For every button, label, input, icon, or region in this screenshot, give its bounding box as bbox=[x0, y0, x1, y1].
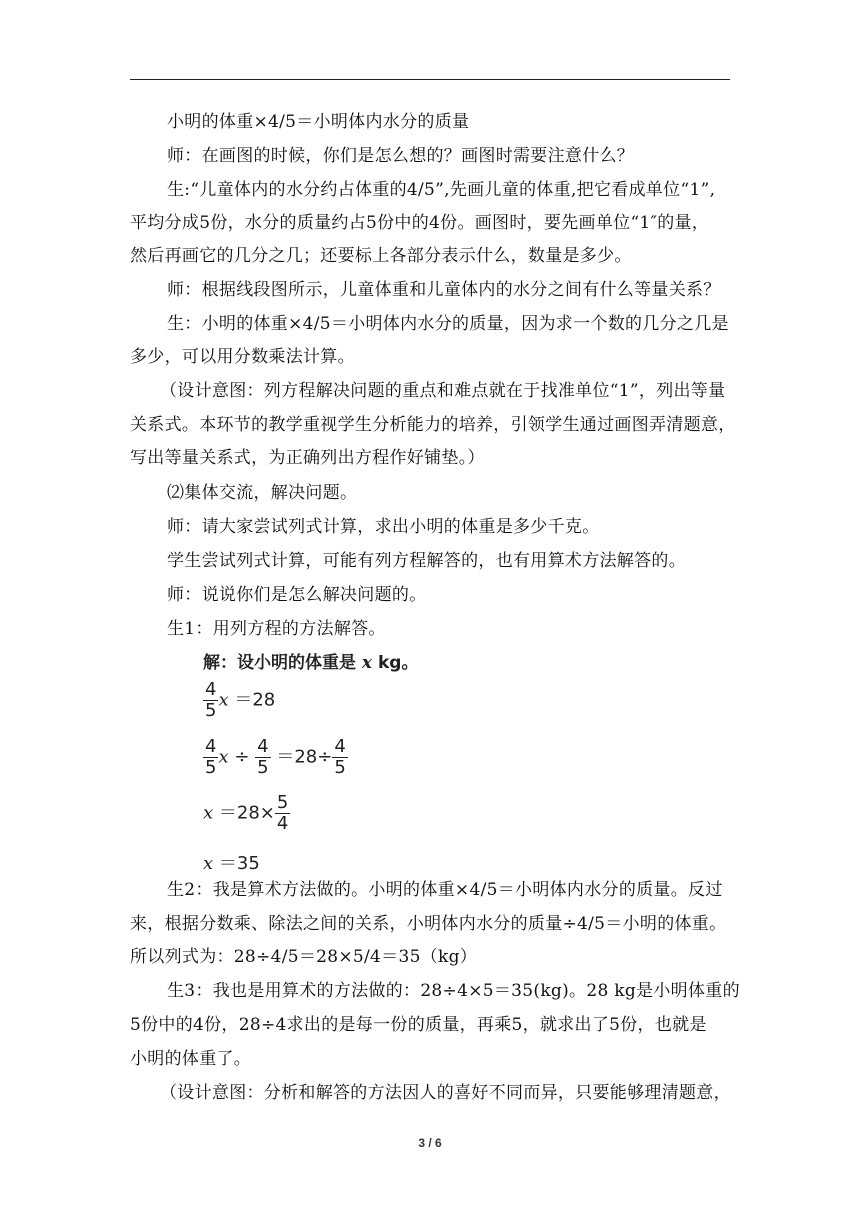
paragraph: 然后再画它的几分之几；还要标上各部分表示什么，数量是多少。 bbox=[130, 246, 632, 266]
paragraph: （设计意图：分析和解答的方法因人的喜好不同而异，只要能够理清题意， bbox=[160, 1083, 731, 1103]
paragraph: 学生尝试列式计算，可能有列方程解答的，也有用算术方法解答的。 bbox=[167, 551, 686, 571]
paragraph: 师：说说你们是怎么解决问题的。 bbox=[167, 585, 427, 605]
solution-heading: 解：设小明的体重是 x kg。 bbox=[203, 653, 419, 673]
paragraph: 师：在画图的时候，你们是怎么想的？画图时需要注意什么？ bbox=[167, 146, 635, 166]
paragraph: 生:“儿童体内的水分约占体重的4/5”,先画儿童的体重,把它看成单位“1”, bbox=[167, 180, 716, 200]
equation-4: x ＝35 bbox=[203, 853, 260, 874]
paragraph: 所以列式为：28÷4/5＝28×5/4＝35（kg） bbox=[130, 947, 478, 967]
page-number: 3 / 6 bbox=[418, 1136, 442, 1150]
paragraph: 师：请大家尝试列式计算，求出小明的体重是多少千克。 bbox=[167, 517, 600, 537]
paragraph: 生：小明的体重×4/5＝小明体内水分的质量，因为求一个数的几分之几是 bbox=[167, 314, 729, 334]
paragraph: 平均分成5份，水分的质量约占5份中的4份。画图时，要先画单位“1″的量， bbox=[130, 213, 710, 233]
paragraph: （设计意图：列方程解决问题的重点和难点就在于找准单位“1”，列出等量 bbox=[160, 381, 726, 401]
equation-3: x ＝28× $\frac{5}{4}$ bbox=[203, 792, 289, 834]
header-rule bbox=[130, 79, 730, 80]
paragraph: 生3：我也是用算术的方法做的：28÷4×5＝35(kg)。28 kg是小明体重的 bbox=[167, 981, 740, 1001]
paragraph: 小明的体重×4/5＝小明体内水分的质量 bbox=[167, 112, 470, 132]
paragraph: 生2：我是算术方法做的。小明的体重×4/5＝小明体内水分的质量。反过 bbox=[167, 880, 723, 900]
paragraph: 5份中的4份，28÷4求出的是每一份的质量，再乘5，就求出了5份，也就是 bbox=[130, 1015, 707, 1035]
paragraph: 生1：用列方程的方法解答。 bbox=[167, 619, 386, 639]
paragraph: 关系式。本环节的教学重视学生分析能力的培养，引领学生通过画图弄清题意， bbox=[130, 415, 736, 435]
equation-2: $\frac{4}{5}$ x ÷ $\frac{4}{5}$ ＝28÷ $\frac{4}{5}$ bbox=[205, 736, 346, 778]
paragraph: ⑵集体交流，解决问题。 bbox=[167, 483, 358, 503]
paragraph: 多少，可以用分数乘法计算。 bbox=[130, 347, 355, 367]
paragraph: 小明的体重了。 bbox=[130, 1049, 252, 1069]
paragraph: 师：根据线段图所示，儿童体重和儿童体内的水分之间有什么等量关系？ bbox=[167, 280, 721, 300]
equation-1: $\frac{4}{5}$ x ＝28 bbox=[205, 679, 276, 721]
paragraph: 写出等量关系式，为正确列出方程作好铺垫。） bbox=[130, 448, 485, 468]
paragraph: 来，根据分数乘、除法之间的关系，小明体内水分的质量÷4/5＝小明的体重。 bbox=[130, 914, 727, 934]
